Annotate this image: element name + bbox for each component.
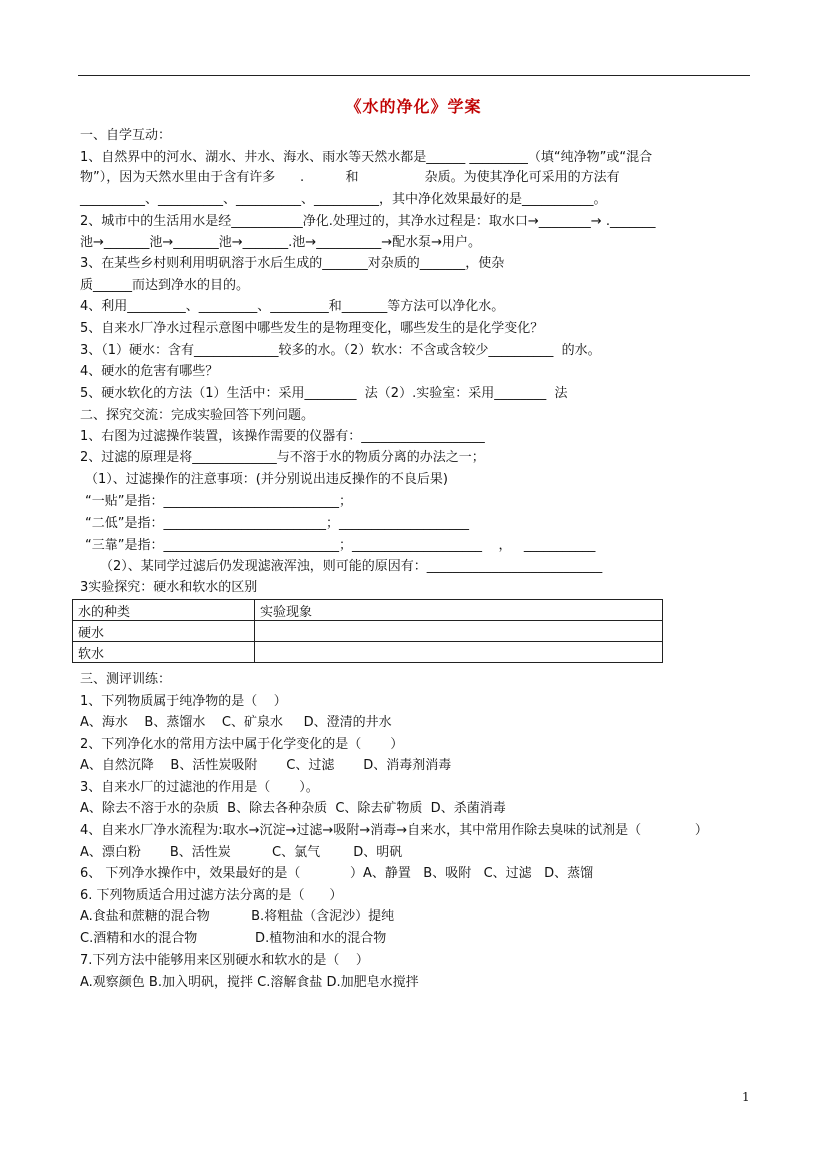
text-line: 2、过滤的原理是将_____________与不溶于水的物质分离的办法之一； <box>80 450 485 465</box>
section-heading: 二、探究交流：完成实验回答下列问题。 <box>80 408 315 423</box>
table-cell: 硬水 <box>73 621 255 642</box>
text-line: 质______而达到净水的目的。 <box>80 278 250 293</box>
question: 4、自来水厂净水流程为:取水→沉淀→过滤→吸附→消毒→自来水，其中常用作除去臭味的试剂是（ ） <box>80 823 708 838</box>
text-line: __________、__________、__________、__________，其中净化效果最好的是___________。 <box>80 192 607 207</box>
text-line: 1、右图为过滤操作装置，该操作需要的仪器有：___________________ <box>80 429 485 444</box>
text-line: 2、城市中的生活用水是经___________净化.处理过的，其净水过程是：取水口→________→ ._______ <box>80 214 656 229</box>
text-line: “三靠”是指：___________________________；____________________ ， ___________ <box>85 538 596 553</box>
question: 1、下列物质属于纯净物的是（ ） <box>80 694 287 709</box>
table-cell <box>255 642 663 663</box>
table-header: 实验现象 <box>255 600 663 621</box>
question: 7.下列方法中能够用来区别硬水和软水的是（ ） <box>80 953 369 968</box>
page-number: 1 <box>742 1090 750 1104</box>
options: A.食盐和蔗糖的混合物 B.将粗盐（含泥沙）提纯 <box>80 909 395 924</box>
text-line: 5、硬水软化的方法（1）生活中：采用________ 法（2）.实验室：采用________ 法 <box>80 386 568 401</box>
text-line: 池→_______池→_______池→_______.池→__________→配水泵→用户。 <box>80 235 481 250</box>
text-line: （1）、过滤操作的注意事项：(并分别说出违反操作的不良后果) <box>85 472 448 487</box>
options: A、海水 B、蒸馏水 C、矿泉水 D、澄清的井水 <box>80 715 392 730</box>
options: C.酒精和水的混合物 D.植物油和水的混合物 <box>80 931 387 946</box>
text-line: 5、自来水厂净水过程示意图中哪些发生的是物理变化，哪些发生的是化学变化？ <box>80 321 544 336</box>
options: A.观察颜色 B.加入明矾，搅拌 C.溶解食盐 D.加肥皂水搅拌 <box>80 975 419 990</box>
text-line: 4、硬水的危害有哪些？ <box>80 364 219 379</box>
page-title: 《水的净化》学案 <box>345 97 482 116</box>
table-header: 水的种类 <box>73 600 255 621</box>
hard-soft-water-table <box>72 599 663 663</box>
question: 6. 下列物质适合用过滤方法分离的是（ ） <box>80 888 343 903</box>
text-line: 物”），因为天然水里由于含有许多 . 和 杂质。为使其净化可采用的方法有 <box>80 170 620 185</box>
table-cell <box>255 621 663 642</box>
text-line: “一贴”是指：___________________________； <box>85 494 352 509</box>
question: 3、自来水厂的过滤池的作用是（ ）。 <box>80 780 319 795</box>
question: 6、 下列净水操作中，效果最好的是（ ）A、静置 B、吸附 C、过滤 D、蒸馏 <box>80 866 594 881</box>
options: A、除去不溶于水的杂质 B、除去各种杂质 C、除去矿物质 D、杀菌消毒 <box>80 801 506 816</box>
header-rule <box>78 75 750 76</box>
options: A、漂白粉 B、活性炭 C、氯气 D、明矾 <box>80 845 403 860</box>
options: A、自然沉降 B、活性炭吸附 C、过滤 D、消毒剂消毒 <box>80 758 452 773</box>
text-line: “二低”是指：_________________________；____________________ <box>85 516 469 531</box>
question: 2、下列净化水的常用方法中属于化学变化的是（ ） <box>80 737 404 752</box>
table-cell: 软水 <box>73 642 255 663</box>
section-heading: 一、自学互动： <box>80 128 172 143</box>
text-line: （2）、某同学过滤后仍发现滤液浑浊，则可能的原因有：___________________________ <box>100 559 603 574</box>
text-line: 3实验探究：硬水和软水的区别 <box>80 580 258 595</box>
text-line: 3、在某些乡村则利用明矾溶于水后生成的_______对杂质的_______，使杂 <box>80 256 505 271</box>
text-line: 4、利用_________、_________、_________和_______等方法可以净化水。 <box>80 299 505 314</box>
text-line: 1、自然界中的河水、湖水、井水、海水、雨水等天然水都是______ _________（填“纯净物”或“混合 <box>80 150 653 165</box>
text-line: 3、（1）硬水：含有_____________较多的水。（2）软水：不含或含较少__________ 的水。 <box>80 343 601 358</box>
section-heading: 三、测评训练： <box>80 672 172 687</box>
